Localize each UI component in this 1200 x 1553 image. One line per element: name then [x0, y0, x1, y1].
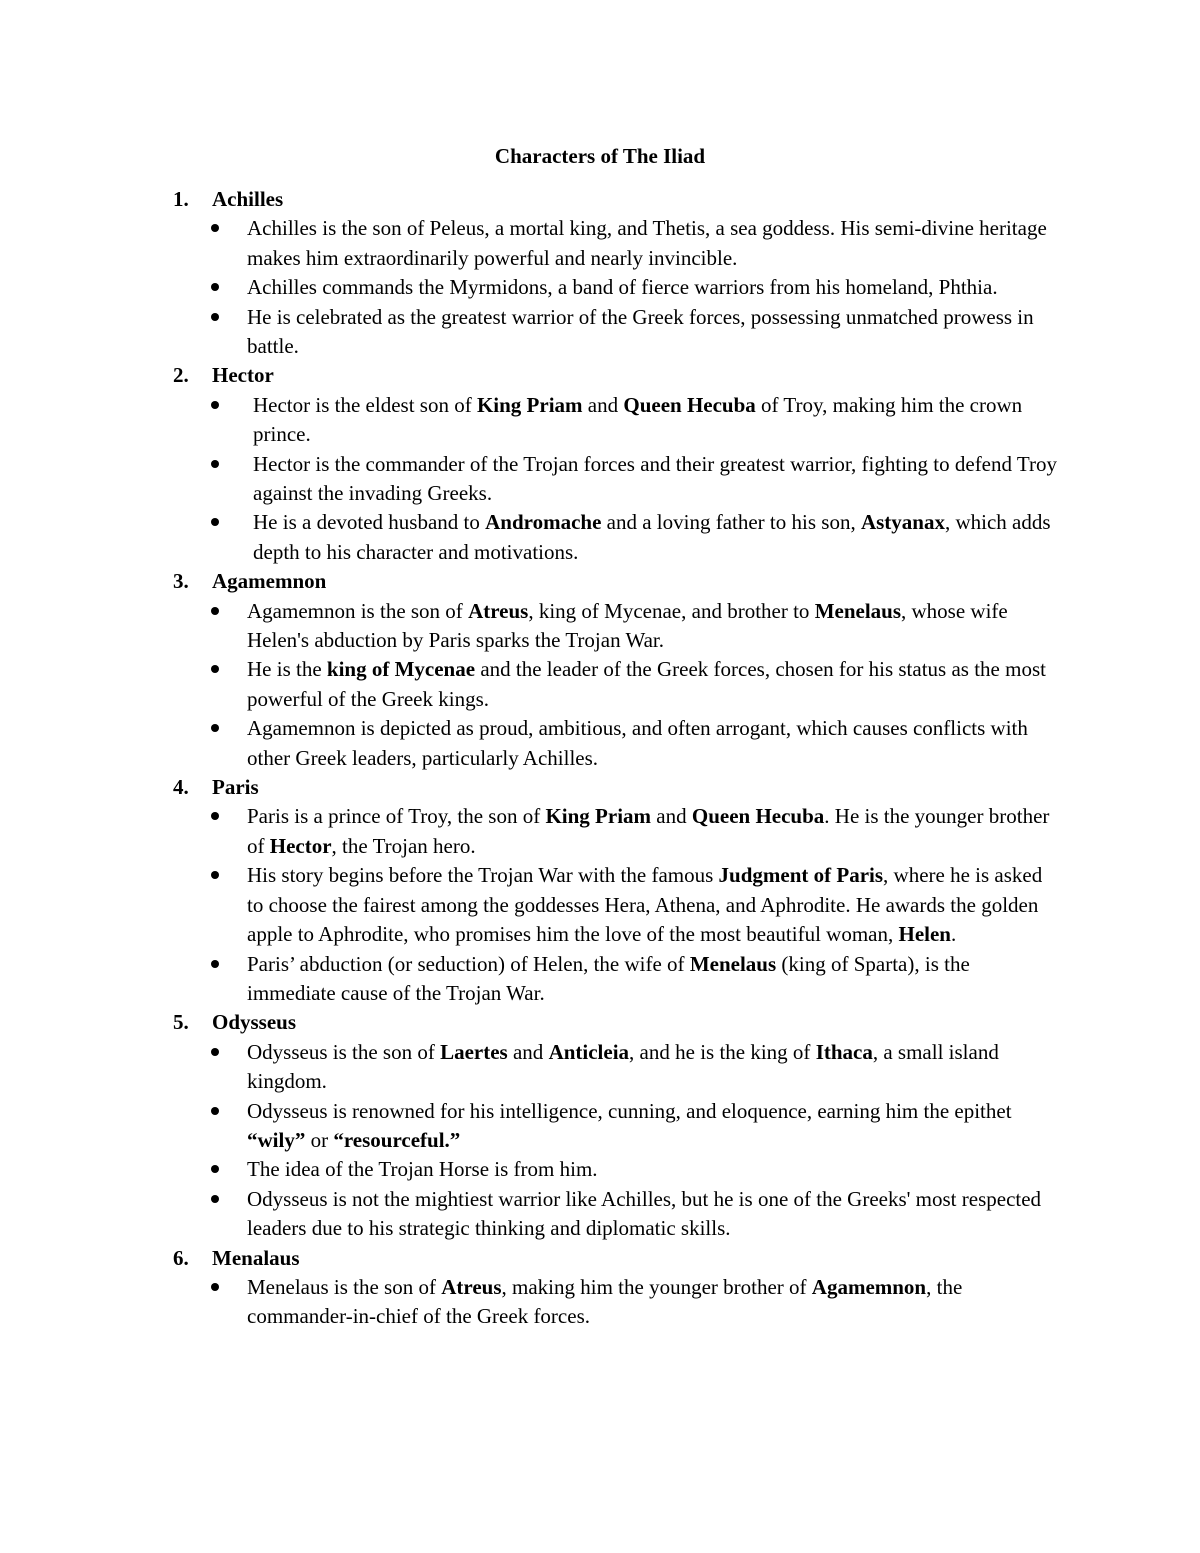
fact-text: and a loving father to his son,: [601, 510, 861, 535]
character-number: 2.: [173, 363, 189, 388]
character-section: [0, 361, 1200, 567]
character-fact: [0, 1155, 1063, 1184]
bold-text: Menelaus: [814, 598, 902, 623]
bold-text: Queen Hecuba: [623, 392, 756, 417]
bold-text: Atreus: [441, 1274, 502, 1299]
fact-text: , where he is asked to choose the fairest among the goddesses Hera, Athena, and Aphrodite. He awards the golden apple to Aphrodite, who promises him the love of the most beautiful woman,: [247, 863, 1043, 947]
bold-text: Queen Hecuba: [691, 804, 825, 829]
character-number: 3.: [173, 569, 189, 594]
character-section: [0, 567, 1200, 773]
bullet-icon: [211, 960, 219, 968]
bold-text: Menelaus: [689, 951, 777, 976]
bold-text: Hector: [269, 833, 332, 858]
character-fact-list: [0, 1273, 1200, 1332]
bold-text: Laertes: [440, 1039, 508, 1064]
bullet-icon: [211, 1107, 219, 1115]
character-fact: [0, 1038, 1063, 1097]
fact-text: and the leader of the Greek forces, chosen for his status as the most powerful of the Greek kings.: [247, 657, 1046, 711]
character-name: Odysseus: [212, 1010, 297, 1035]
fact-text: His story begins before the Trojan War with the famous: [247, 863, 719, 888]
character-section: [0, 1008, 1200, 1243]
character-fact-list: [0, 597, 1200, 773]
character-heading: [0, 773, 1200, 802]
bullet-icon: [211, 313, 219, 321]
fact-text: Agamemnon is the son of: [247, 598, 469, 623]
character-section: [0, 185, 1200, 361]
bold-text: king of Mycenae: [326, 657, 476, 682]
bullet-icon: [211, 283, 219, 291]
fact-text: Hector is the eldest son of: [253, 392, 477, 417]
character-fact: [0, 861, 1063, 949]
fact-text: , whose wife Helen's abduction by Paris sparks the Trojan War.: [247, 598, 1008, 653]
character-list: [0, 185, 1200, 1332]
character-number: 4.: [173, 775, 189, 800]
bullet-icon: [211, 518, 219, 526]
bullet-icon: [211, 1283, 219, 1291]
bullet-icon: [211, 871, 219, 879]
bullet-icon: [211, 812, 219, 820]
fact-text: , a small island kingdom.: [247, 1039, 999, 1094]
character-heading: [0, 185, 1200, 214]
fact-text: Odysseus is the son of: [247, 1039, 441, 1064]
fact-text: , the commander-in-chief of the Greek forces.: [247, 1274, 963, 1329]
fact-text: Paris’ abduction (or seduction) of Helen, the wife of: [247, 951, 690, 976]
character-heading: [0, 1008, 1200, 1037]
bold-text: King Priam: [545, 804, 652, 829]
fact-text: (king of Sparta), is the immediate cause of the Trojan War.: [247, 951, 970, 1005]
fact-text: Paris is a prince of Troy, the son of: [247, 804, 546, 829]
character-name: Paris: [212, 775, 259, 800]
fact-text: He is a devoted husband to: [253, 510, 486, 535]
bold-text: Astyanax: [860, 510, 945, 535]
fact-text: , which adds depth to his character and motivations.: [253, 510, 1051, 564]
fact-text: or: [305, 1127, 334, 1152]
fact-text: Achilles commands the Myrmidons, a band of fierce warriors from his homeland, Phthia.: [247, 275, 998, 300]
bullet-icon: [211, 724, 219, 732]
character-fact: [0, 1185, 1063, 1244]
fact-text: and: [507, 1039, 549, 1064]
character-fact-list: [0, 802, 1200, 1008]
bullet-icon: [211, 401, 219, 409]
fact-text: Agamemnon is depicted as proud, ambitious, and often arrogant, which causes conflicts with other Greek leaders, particularly Achilles.: [247, 716, 1028, 770]
fact-text: and: [651, 804, 692, 829]
character-fact: [0, 802, 1063, 861]
character-section: [0, 773, 1200, 1008]
character-number: 6.: [173, 1245, 189, 1270]
bold-text: King Priam: [476, 392, 583, 417]
character-fact: [0, 273, 1063, 302]
character-fact: [0, 450, 1063, 509]
bold-text: Atreus: [468, 598, 529, 623]
fact-text: , king of Mycenae, and brother to: [528, 598, 815, 623]
bold-text: “resourceful.”: [333, 1127, 461, 1152]
bullet-icon: [211, 665, 219, 673]
fact-text: , and he is the king of: [629, 1039, 816, 1064]
fact-text: He is celebrated as the greatest warrior of the Greek forces, possessing unmatched prowess in battle.: [247, 304, 1034, 359]
character-fact: [0, 950, 1063, 1009]
character-fact-list: [0, 391, 1200, 567]
document-title: Characters of The Iliad: [494, 144, 706, 168]
character-number: 1.: [173, 187, 189, 211]
character-fact: [0, 214, 1063, 273]
bold-text: Judgment of Paris: [718, 863, 884, 888]
fact-text: , making him the younger brother of: [501, 1274, 812, 1299]
character-heading: [0, 361, 1200, 390]
fact-text: .: [950, 922, 957, 947]
bold-text: Agamemnon: [811, 1274, 927, 1299]
character-name: Agamemnon: [212, 569, 327, 594]
character-fact: [0, 597, 1063, 656]
fact-text: Hector is the commander of the Trojan forces and their greatest warrior, fighting to defend Troy against the invading Greeks.: [253, 451, 1057, 506]
bold-text: Helen: [898, 922, 951, 947]
character-fact: [0, 1097, 1063, 1156]
character-fact: [0, 655, 1063, 714]
fact-text: He is the: [247, 657, 327, 682]
character-fact-list: [0, 1038, 1200, 1244]
character-fact: [0, 1273, 1063, 1332]
fact-text: and: [582, 392, 624, 417]
fact-text: Achilles is the son of Peleus, a mortal king, and Thetis, a sea goddess. His semi-divine heritage makes him extraordinarily powerful and nearly invincible.: [247, 216, 1047, 270]
bullet-icon: [211, 460, 219, 468]
character-fact: [0, 303, 1063, 362]
bullet-icon: [211, 224, 219, 232]
bold-text: Andromache: [485, 510, 602, 535]
character-heading: [0, 1244, 1200, 1273]
fact-text: Odysseus is renowned for his intelligence, cunning, and eloquence, earning him the epithet: [247, 1098, 1012, 1123]
bullet-icon: [211, 1165, 219, 1173]
bold-text: “wily”: [247, 1127, 306, 1152]
bullet-icon: [211, 1048, 219, 1056]
character-fact: [0, 714, 1063, 773]
bullet-icon: [211, 607, 219, 615]
character-section: [0, 1244, 1200, 1332]
fact-text: Menelaus is the son of: [247, 1274, 442, 1299]
character-number: 5.: [173, 1010, 189, 1035]
character-name: Menalaus: [212, 1245, 300, 1270]
bold-text: Ithaca: [815, 1039, 873, 1064]
fact-text: . He is the younger brother of: [247, 804, 1050, 858]
fact-text: The idea of the Trojan Horse is from him.: [247, 1157, 598, 1182]
character-fact: [0, 391, 1063, 450]
bullet-icon: [211, 1195, 219, 1203]
character-name: Hector: [212, 363, 274, 388]
fact-text: Odysseus is not the mightiest warrior like Achilles, but he is one of the Greeks' most respected leaders due to his strategic thinking and diplomatic skills.: [247, 1186, 1042, 1241]
character-heading: [0, 567, 1200, 596]
character-name: Achilles: [212, 187, 284, 211]
bold-text: Anticleia: [548, 1039, 630, 1064]
character-fact: [0, 508, 1063, 567]
fact-text: , the Trojan hero.: [331, 833, 476, 858]
character-fact-list: [0, 214, 1200, 361]
fact-text: of Troy, making him the crown prince.: [253, 392, 1023, 447]
